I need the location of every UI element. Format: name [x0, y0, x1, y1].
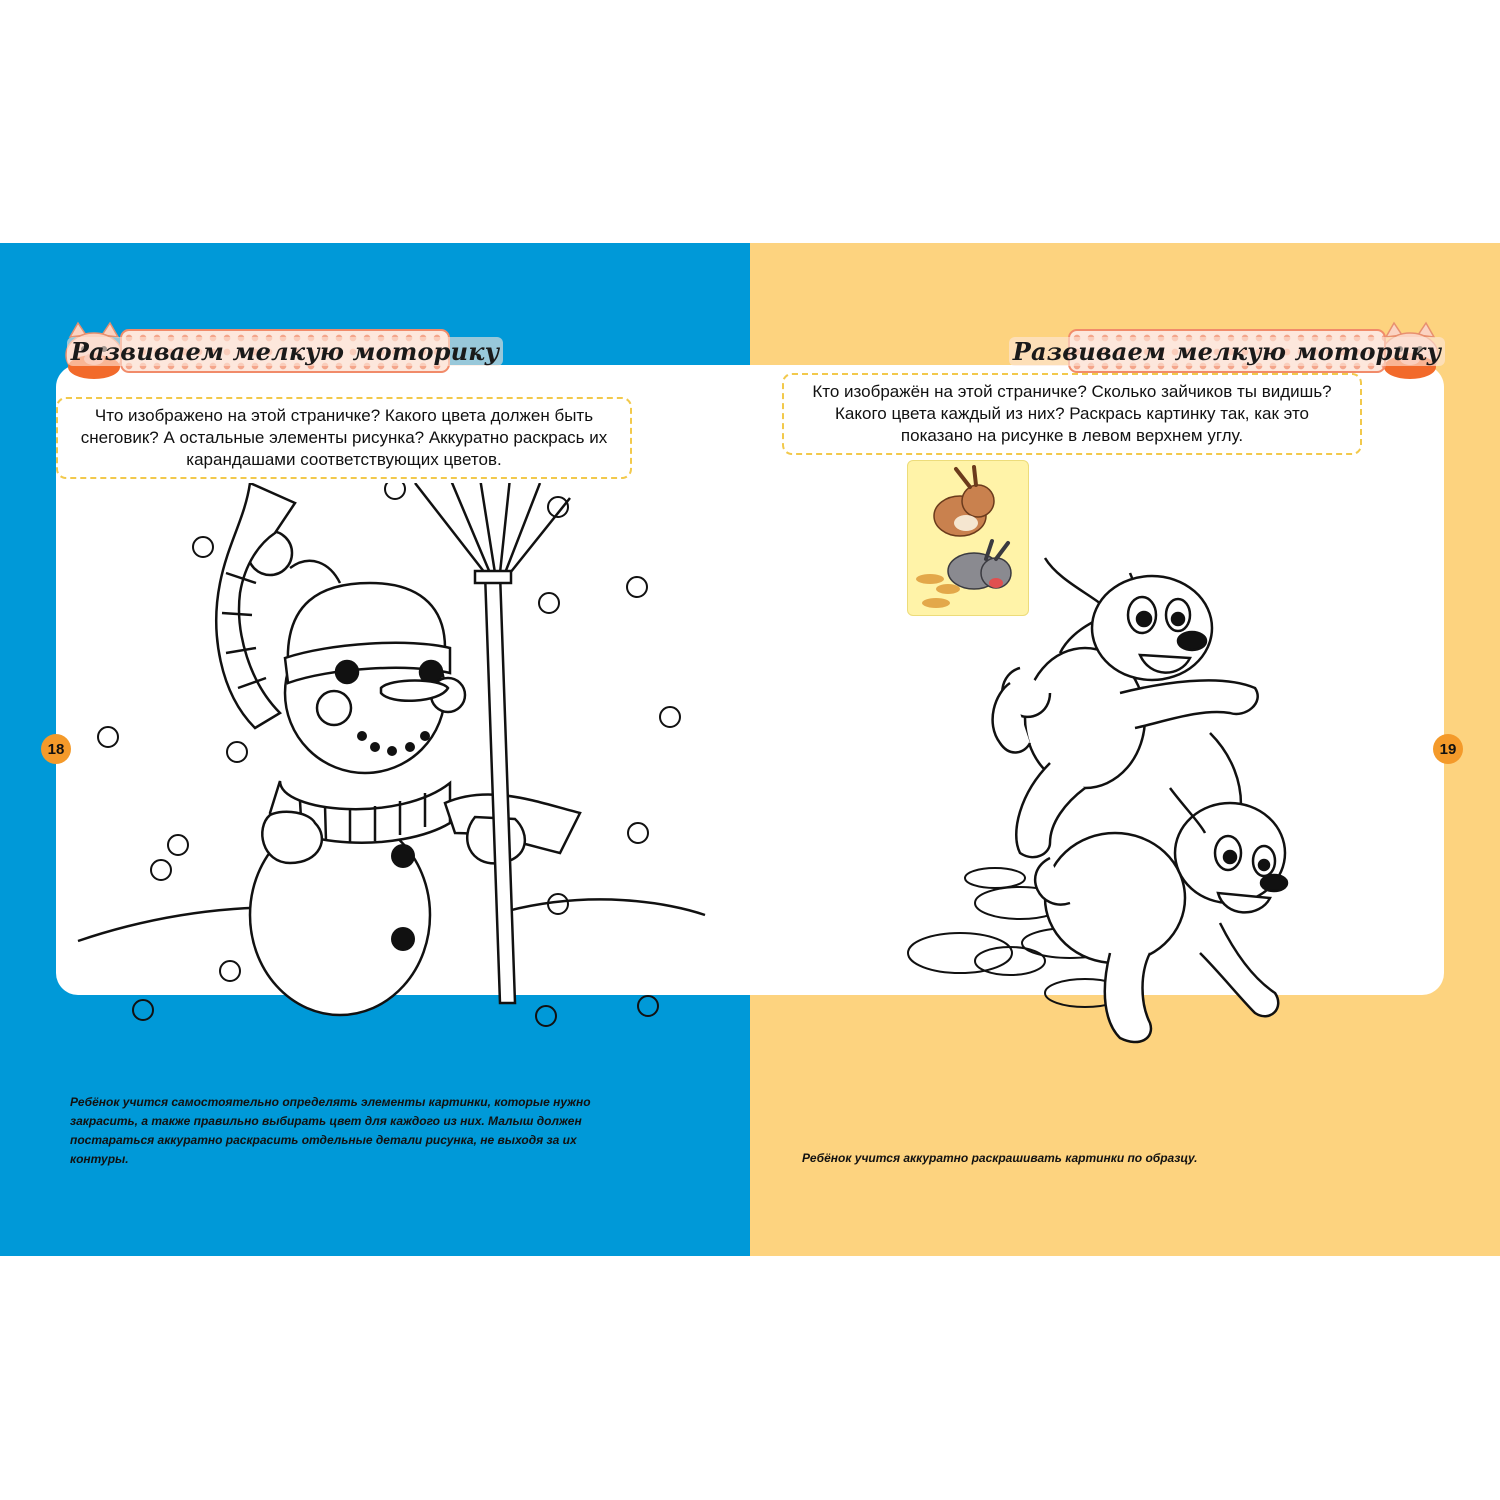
bunnies-coloring-icon: [900, 543, 1320, 1053]
page-number-left: 18: [41, 734, 71, 764]
parent-note-left: Ребёнок учится самостоятельно определять элементы картинки, которые нужно закрасить, а также правильно выбирать цвет для каждого из них. Малыш должен постараться аккуратно раскрасить отдельные детали рисунка, не выходя за их контуры.: [70, 1095, 591, 1166]
page-number-right: 19: [1433, 734, 1463, 764]
banner-title: Развиваем мелкую моторику: [67, 337, 504, 366]
book-spread: [0, 243, 1500, 1256]
task-text-left: Что изображено на этой страничке? Какого цвета должен быть снеговик? А остальные элементы рисунка? Аккуратно раскрась их карандашами соответствующих цветов.: [56, 397, 632, 479]
section-banner-left: [70, 329, 500, 373]
banner-title: Развиваем мелкую моторику: [1009, 337, 1446, 366]
task-text-right: Кто изображён на этой страничке? Сколько зайчиков ты видишь? Какого цвета каждый из них? Раскрась картинку так, как это показано на рисунке в левом верхнем углу.: [782, 373, 1362, 455]
section-banner-right: [1012, 329, 1442, 373]
snowman-coloring-icon: [70, 483, 720, 1043]
parent-note-right: Ребёнок учится аккуратно раскрашивать картинки по образцу.: [802, 1151, 1198, 1165]
